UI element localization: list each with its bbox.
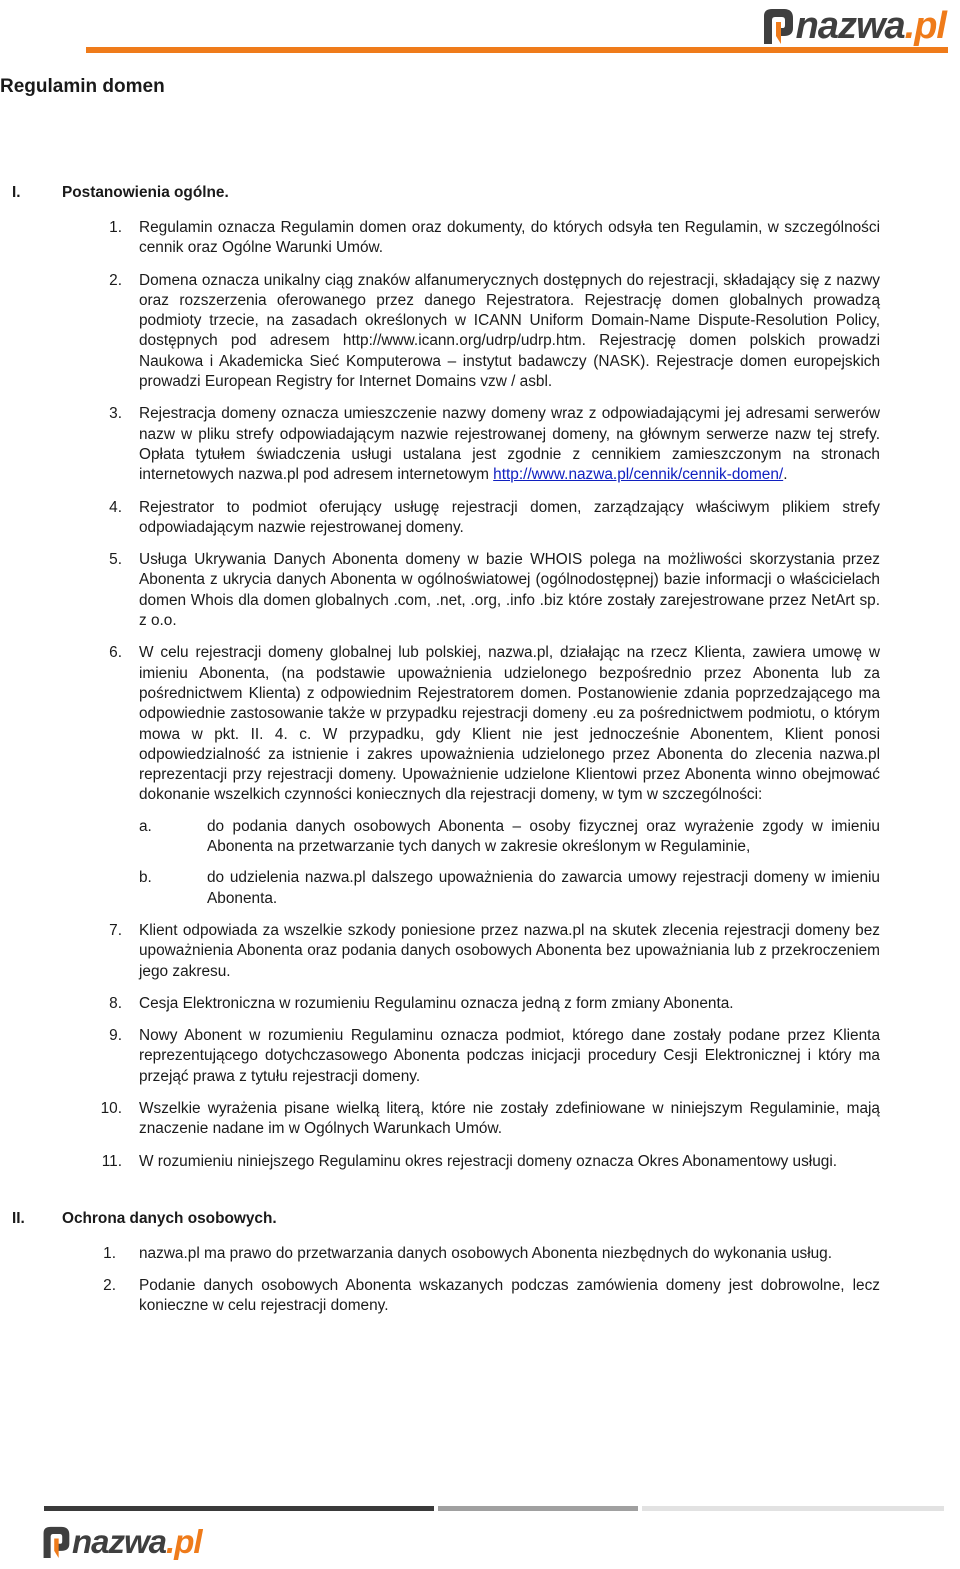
nazwa-logo-bottom xyxy=(40,1524,202,1560)
section-heading xyxy=(0,1206,960,1232)
item-number: 10. xyxy=(100,1099,122,1117)
nazwa-logo-mark-icon xyxy=(40,1524,72,1560)
section-heading xyxy=(0,180,960,206)
item-text: W celu rejestracji domeny globalnej lub polskiej, nazwa.pl, działając na rzecz Klienta, zawiera umowę w imieniu Abonenta, (na podstawie upoważnienia udzielonego bezpośrednio przez Abonenta lub za pośrednictwem Klienta) z odpowiednim Rejestratorem domen. Postanowienie zdania poprzedzającego ma odpowiednie zastosowanie także w przypadku rejestracji domeny .eu za pośrednictwem podmiotu, o którym mowa w pkt. II. 4. c. W przypadku, gdy Klient nie jest jednocześnie Abonentem, Klient ponosi odpowiedzialność za istnienie i zakres upoważnienia udzielonego przez Abonenta do zlecenia nazwa.pl reprezentacji przy rejestracji domeny. Upoważnienie udzielone Klientowi przez Abonenta winno obejmować dokonanie wszelkich czynności koniecznych dla rejestracji domeny, w tym w szczególności: xyxy=(139,644,880,804)
item-number: 1. xyxy=(109,219,122,236)
item-text: Podanie danych osobowych Abonenta wskazanych podczas zamówienia domeny jest dobrowolne, lecz konieczne w celu rejestracji domeny. xyxy=(139,1277,880,1315)
list-item xyxy=(0,921,960,982)
nazwa-logo-top xyxy=(760,6,946,46)
list-item xyxy=(0,1276,960,1317)
section-2 xyxy=(0,1206,960,1317)
item-text: W rozumieniu niniejszego Regulaminu okres rejestracji domeny oznacza Okres Abonamentowy usługi. xyxy=(139,1152,838,1170)
section-title: Ochrona danych osobowych. xyxy=(62,1209,277,1227)
section-number: I. xyxy=(12,184,21,201)
sub-item xyxy=(139,817,880,858)
sub-item-text: do podania danych osobowych Abonenta – osoby fizycznej oraz wyrażenie zgody w imieniu Abonenta na przetwarzanie tych danych w zakresie określonym w Regulaminie, xyxy=(207,817,880,856)
item-text: Wszelkie wyrażenia pisane wielką literą, które nie zostały zdefiniowane w niniejszym Regulaminie, mają znaczenie nadane im w Ogólnych Warunkach Umów. xyxy=(139,1099,880,1138)
list-item xyxy=(0,404,960,485)
sub-item-letter: b. xyxy=(139,869,152,887)
item-number: 8. xyxy=(109,994,122,1012)
item-text: nazwa.pl ma prawo do przetwarzania danych osobowych Abonenta niezbędnych do wykonania usług. xyxy=(139,1244,833,1262)
nazwa-logo-text: nazwa.pl xyxy=(72,1523,202,1560)
sub-item-text: do udzielenia nazwa.pl dalszego upoważnienia do zawarcia umowy rejestracji domeny w imieniu Abonenta. xyxy=(207,869,880,907)
item-text: Usługa Ukrywania Danych Abonenta domeny w bazie WHOIS polega na możliwości skorzystania przez Abonenta z ukrycia danych Abonenta w ogólnoświatowej (ogólnodostępnej) bazie informacji o właścicielach domen Whois dla domen globalnych .com, .net, .org, .info .biz które zostały zarejestrowane przez NetArt sp. z o.o. xyxy=(139,551,880,630)
item-number: 2. xyxy=(103,1277,116,1295)
item-number: 6. xyxy=(109,644,122,662)
item-text: Cesja Elektroniczna w rozumieniu Regulaminu oznacza jedną z form zmiany Abonenta. xyxy=(139,994,734,1012)
document-title: Regulamin domen xyxy=(0,76,165,97)
footer-rule xyxy=(44,1506,944,1512)
list-item xyxy=(0,1244,960,1264)
list-item xyxy=(0,550,960,631)
sub-item xyxy=(139,868,880,909)
section-number: II. xyxy=(12,1209,25,1227)
document-body xyxy=(0,180,960,1317)
sub-item-letter: a. xyxy=(139,817,152,835)
nazwa-logo-text: nazwa.pl xyxy=(795,5,946,47)
item-number: 2. xyxy=(109,271,122,289)
list-item xyxy=(0,643,960,909)
list-item xyxy=(0,994,960,1014)
list-item xyxy=(0,1152,960,1172)
item-number: 11. xyxy=(101,1152,122,1170)
cennik-domen-link[interactable]: http://www.nazwa.pl/cennik/cennik-domen/ xyxy=(493,466,784,484)
item-text: Klient odpowiada za wszelkie szkody poniesione przez nazwa.pl na skutek zlecenia rejestracji domeny bez upoważnienia Abonenta oraz podania danych osobowych Abonenta bez upoważniania lub z przekroczeniem jego zakresu. xyxy=(139,921,880,980)
nazwa-logo-mark-icon xyxy=(760,6,796,46)
item-text: Regulamin oznacza Regulamin domen oraz dokumenty, do których odsyła ten Regulamin, w szczególności cennik oraz Ogólne Warunki Umów. xyxy=(139,219,880,257)
list-item xyxy=(0,271,960,393)
item-text: Domena oznacza unikalny ciąg znaków alfanumerycznych dostępnych do rejestracji, składający się z nazwy oraz rozszerzenia oferowanego przez danego Rejestratora. Rejestrację domen globalnych prowadzą podmioty trzecie, na zasadach określonych w ICANN Uniform Domain-Name Dispute-Resolution Policy, dostępnych pod adresem http://www.icann.org/udrp/udrp.htm. Rejestrację domen polskich prowadzi Naukowa i Akademicka Sieć Komputerowa – instytut badawczy (NASK). Rejestracje domen europejskich prowadzi European Registry for Internet Domains vzw / asbl. xyxy=(139,271,880,391)
list-item xyxy=(0,1026,960,1087)
list-item xyxy=(0,218,960,259)
list-item xyxy=(0,1099,960,1140)
item-text: Nowy Abonent w rozumieniu Regulaminu oznacza podmiot, którego dane zostały podane przez Klienta reprezentującego dotychczasowego Abonenta podczas inicjacji procedury Cesji Elektronicznej i który ma przejąć prawa z tytułu rejestracji domeny. xyxy=(139,1027,880,1085)
item-number: 9. xyxy=(109,1027,122,1045)
section-title: Postanowienia ogólne. xyxy=(62,184,229,201)
item-number: 4. xyxy=(109,498,122,516)
item-number: 3. xyxy=(109,405,122,423)
item-text-end: . xyxy=(783,466,788,484)
item-text: Rejestracja domeny oznacza umieszczenie nazwy domeny wraz z odpowiadającymi jej adresami serwerów nazw w pliku strefy odpowiadającym nazwie rejestrowanej domeny, na głównym serwerze nazw tej strefy. Opłata tytułem świadczenia usługi ustalana jest zgodnie z cennikiem zamieszczonym na stronach internetowych nazwa.pl pod adresem internetowym xyxy=(139,405,880,484)
header-rule xyxy=(86,47,948,53)
item-number: 5. xyxy=(109,551,122,569)
section-1 xyxy=(0,180,960,1172)
item-text: Rejestrator to podmiot oferujący usługę rejestracji domen, zarządzający właściwym plikiem strefy odpowiadającym nazwie rejestrowanej domeny. xyxy=(139,498,880,536)
item-number: 7. xyxy=(109,921,122,939)
item-number: 1. xyxy=(103,1244,116,1262)
list-item xyxy=(0,498,960,539)
